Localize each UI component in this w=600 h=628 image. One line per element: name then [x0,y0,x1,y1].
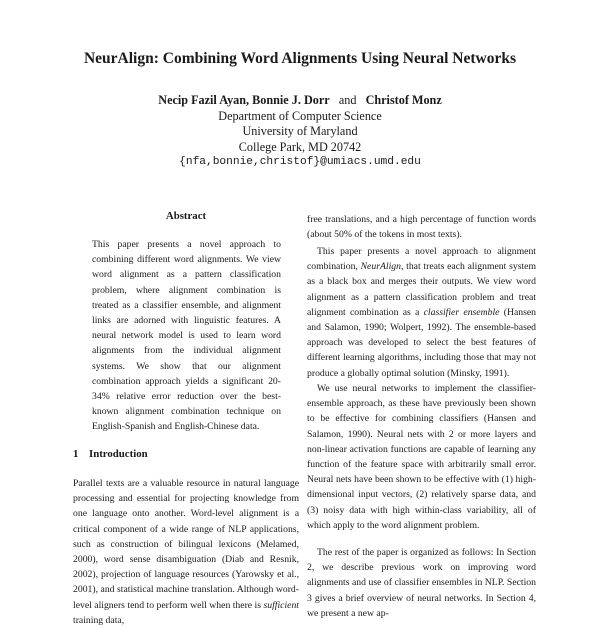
right-p1-text: free translations, and a high percentage of function words (about 50% of the tokens in most texts). [307,214,536,241]
author-names-a: Necip Fazil Ayan, Bonnie J. Dorr [158,93,330,107]
right-p2-text [307,244,536,381]
right-column-paragraph-2 [307,244,536,381]
author-names [0,93,600,109]
right-p2-c: (Hansen and Salamon, 1990; Wolpert, 1992). The ensemble-based approach was developed to select the best features of different learning algorithms, including those that may not produce a globally optimal solution (Minsky, 1991). [307,306,536,379]
introduction-paragraph [73,476,299,628]
intro-text-b: training data, [73,614,125,626]
author-email: {nfa,bonnie,christof}@umiacs.umd.edu [179,156,421,168]
right-column-paragraph-3 [307,381,536,533]
right-p2-b: , that treats each alignment system as a black box and merges their outputs. We view word alignment as a pattern classification problem and treat alignment combination as a [307,261,536,318]
section-title: Introduction [89,448,148,460]
author-and: and [338,93,357,107]
classifier-ensemble-term: classifier ensemble [423,306,500,318]
abstract-text: This paper presents a novel approach to combining different word alignments. We view word alignment as a pattern classification problem, where alignment combination is treated as a classifier ensemble, and alignment links are adorned with linguistic features. A neural network model is used to learn word alignments from the individual alignment systems. We show that our alignment combination approach yields a significant 20-34% relative error reduction over the best-known alignment combination technique on English-Spanish and English-Chinese data. [92,239,281,433]
introduction-body [73,476,299,628]
neuralign-name: NeurAlign [360,261,401,273]
paper-title: NeurAlign: Combining Word Alignments Using Neural Networks [83,50,517,67]
affiliation-university: University of Maryland [242,124,358,138]
intro-emphasis: sufficient [263,599,299,611]
right-p2-a: This paper presents a novel approach to alignment combination, [307,246,536,273]
section-heading-introduction [73,448,299,460]
right-p3-text: We use neural networks to implement the classifier-ensemble approach, as these have previously been shown to be effective for combining classifiers (Hansen and Salamon, 1990). Neural nets with 2 or more layers and non-linear activation functions are capable of learning any function of the feature space with arbitrarily small error. Neural nets have been shown to be effective with (1) high-dimensional input vectors, (2) relatively sparse data, and (3) noisy data with high within-class variability, all of which apply to the word alignment problem. [307,383,536,531]
affiliation-address: College Park, MD 20742 [238,139,362,154]
author-names-b: Christof Monz [365,93,442,107]
right-column-paragraph-4 [307,545,536,621]
abstract-body [92,237,281,435]
right-p4-text: The rest of the paper is organized as follows: In Section 2, we describe previous work on improving word alignments and use of classifier ensembles in NLP. Section 3 gives a brief overview of neural networks. In Section 4, we present a new ap- [307,547,536,619]
intro-text-a: Parallel texts are a valuable resource in natural language processing and essential for projecting knowledge from one language onto another. Word-level alignment is a critical component of a wide range of NLP applications, such as construction of bilingual lexicons (Melamed, 2000), word sense disambiguation (Diab and Resnik, 2002), projection of language resources (Yarowsky et al., 2001), and statistical machine translation. Although word-level aligners tend to perform well when there is [73,478,299,611]
section-number: 1 [73,448,79,460]
affiliation-department: Department of Computer Science [218,108,382,123]
right-column-paragraph-1 [307,212,536,242]
abstract-heading: Abstract [165,210,207,222]
author-block [0,93,600,171]
